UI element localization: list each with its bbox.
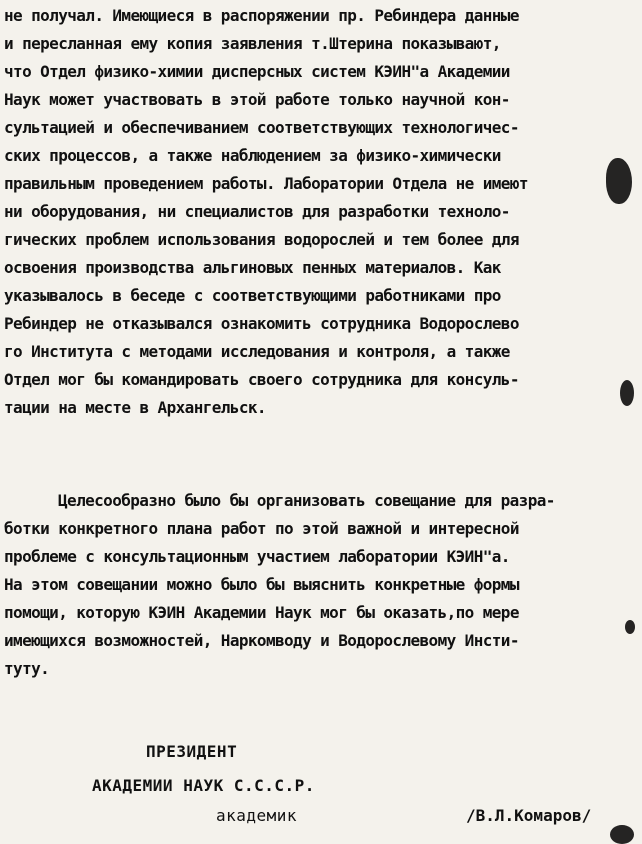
text-line: Целесообразно было бы организовать совещание для разра- — [58, 491, 555, 510]
text-line: не получал. Имеющиеся в распоряжении пр. Ребиндера данные — [4, 6, 519, 25]
paragraph-2 — [4, 487, 638, 683]
ink-smudge — [606, 158, 632, 204]
signature-title-academician: академик — [216, 806, 298, 825]
text-line: сультацией и обеспечиванием соответствующих технологичес- — [4, 118, 519, 137]
signature-title-president: ПРЕЗИДЕНТ — [146, 742, 238, 761]
text-line: что Отдел физико-химии дисперсных систем КЭИН"а Академии — [4, 62, 510, 81]
text-line: ботки конкретного плана работ по этой важной и интересной — [4, 519, 519, 538]
text-line: имеющихся возможностей, Наркомводу и Водорослевому Инсти- — [4, 631, 519, 650]
text-line: правильным проведением работы. Лаборатории Отдела не имеют — [4, 174, 528, 193]
text-line: На этом совещании можно было бы выяснить конкретные формы — [4, 575, 519, 594]
ink-smudge — [620, 380, 634, 406]
text-line: туту. — [4, 659, 50, 678]
signature-name: /В.Л.Комаров/ — [466, 806, 592, 825]
text-line: ских процессов, а также наблюдением за физико-химически — [4, 146, 501, 165]
text-line: проблеме с консультационным участием лаборатории КЭИН"а. — [4, 547, 510, 566]
text-line: Отдел мог бы командировать своего сотрудника для консуль- — [4, 370, 519, 389]
text-line: указывалось в беседе с соответствующими работниками про — [4, 286, 501, 305]
text-line: и пересланная ему копия заявления т.Штерина показывают, — [4, 34, 501, 53]
text-line: ни оборудования, ни специалистов для разработки техноло- — [4, 202, 510, 221]
text-line: Ребиндер не отказывался ознакомить сотрудника Водорослево — [4, 314, 519, 333]
text-line: освоения производства альгиновых пенных материалов. Как — [4, 258, 501, 277]
text-line: помощи, которую КЭИН Академии Наук мог бы оказать,по мере — [4, 603, 519, 622]
text-line: тации на месте в Архангельск. — [4, 398, 266, 417]
signature-title-academy: АКАДЕМИИ НАУК С.С.С.Р. — [92, 776, 315, 795]
text-line: гических проблем использования водорослей и тем более для — [4, 230, 519, 249]
ink-smudge — [610, 825, 634, 844]
text-line: го Института с методами исследования и контроля, а также — [4, 342, 510, 361]
text-line: Наук может участвовать в этой работе только научной кон- — [4, 90, 510, 109]
ink-smudge — [625, 620, 635, 634]
paragraph-1 — [4, 2, 638, 422]
